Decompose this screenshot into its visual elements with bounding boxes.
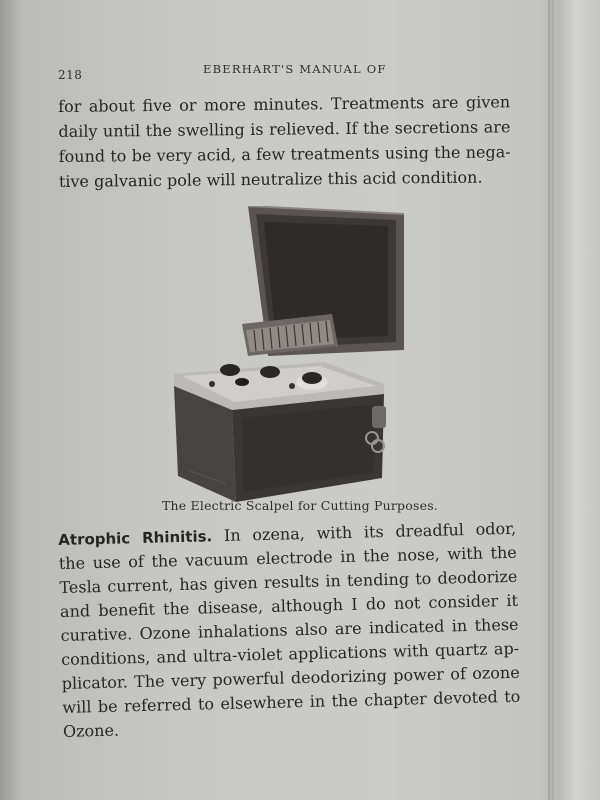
figure-caption: The Electric Scalpel for Cutting Purposes. — [162, 498, 438, 513]
page-number: 218 — [58, 68, 83, 82]
text-line: conditions, and ultra-violet applications with quartz ap- — [60, 638, 520, 669]
page-edge — [548, 0, 554, 800]
text-line: the use of the vacuum electrode in the nose, with the — [58, 542, 517, 573]
text-line: curative. Ozone inhalations also are indicated in these — [60, 614, 519, 645]
running-head: EBERHART'S MANUAL OF — [203, 62, 387, 76]
text-line: plicator. The very powerful deodorizing power of ozone — [61, 662, 520, 693]
text-line: will be referred to elsewhere in the chapter devoted to — [62, 686, 521, 717]
heading-line-text: In ozena, with its dreadful odor, — [223, 518, 517, 545]
text-line: tive galvanic pole will neutralize this acid condition. — [58, 167, 483, 191]
text-line: and benefit the disease, although I do not consider it — [59, 590, 519, 621]
page-header — [58, 62, 498, 82]
page-gutter-shadow — [0, 0, 22, 800]
paragraph-atrophic-rhinitis — [58, 517, 521, 744]
text-line: Tesla current, has given results in tending to deodorize — [59, 566, 518, 597]
electric-scalpel-illustration — [172, 206, 418, 506]
text-line: found to be very acid, a few treatments using the nega- — [58, 142, 511, 166]
text-line: daily until the swelling is relieved. If the secretions are — [58, 117, 511, 141]
text-line: Ozone. — [62, 720, 120, 741]
text-line: for about five or more minutes. Treatments are given — [58, 92, 511, 116]
paragraph-continued — [58, 89, 511, 194]
section-heading: Atrophic Rhinitis. — [58, 527, 213, 549]
